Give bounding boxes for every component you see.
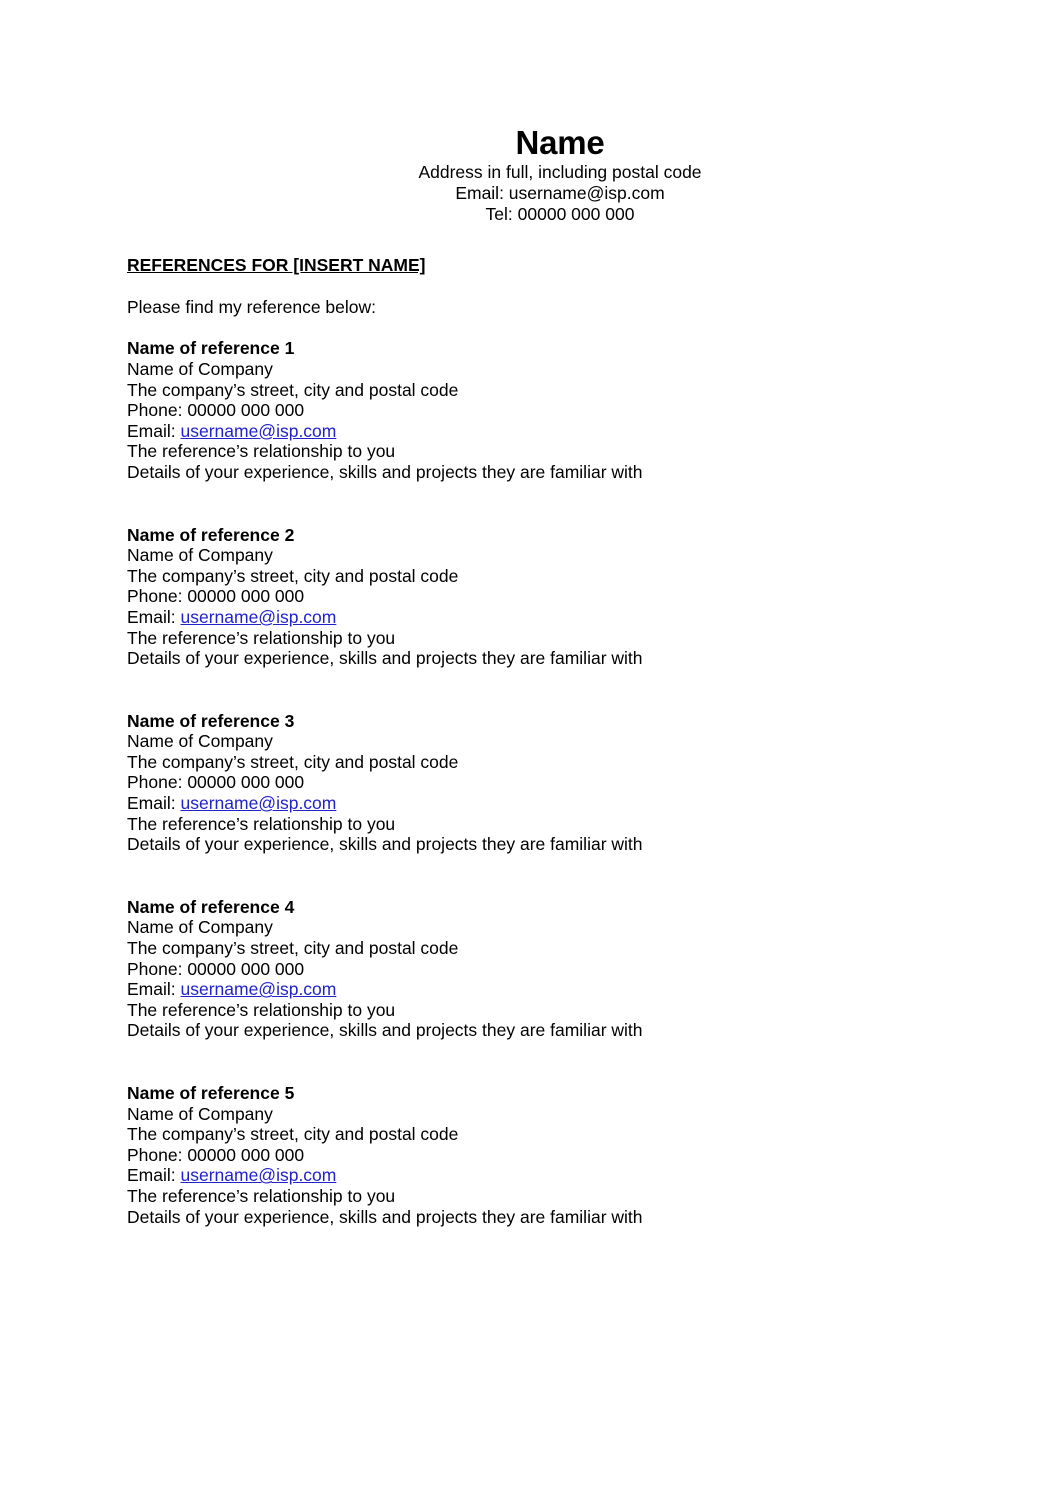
reference-email-link[interactable]: username@isp.com [180,606,337,627]
reference-email-line [127,1165,993,1186]
reference-name: Name of reference 2 [127,524,295,545]
reference-email-label: Email: [127,1165,181,1186]
document-content [127,0,993,1227]
reference-phone: Phone: 00000 000 000 [127,1144,305,1165]
reference-email-link[interactable]: username@isp.com [180,793,337,814]
reference-block [127,525,993,669]
references-heading [127,255,993,276]
reference-address: The company’s street, city and postal code [127,379,459,400]
reference-email-label: Email: [127,606,181,627]
intro-text: Please find my reference below: [127,297,377,318]
reference-email-link[interactable]: username@isp.com [180,1165,337,1186]
reference-address: The company’s street, city and postal code [127,1124,459,1145]
reference-company: Name of Company [127,545,273,566]
reference-email-line [127,607,993,628]
reference-phone: Phone: 00000 000 000 [127,772,305,793]
reference-block [127,1083,993,1227]
reference-company: Name of Company [127,358,273,379]
reference-email-link[interactable]: username@isp.com [180,979,337,1000]
reference-relationship: The reference’s relationship to you [127,627,396,648]
reference-phone: Phone: 00000 000 000 [127,958,305,979]
reference-phone: Phone: 00000 000 000 [127,586,305,607]
reference-name: Name of reference 3 [127,710,295,731]
reference-address: The company’s street, city and postal code [127,565,459,586]
letterhead-name: Name [515,124,605,161]
reference-phone: Phone: 00000 000 000 [127,400,305,421]
reference-relationship: The reference’s relationship to you [127,999,396,1020]
letterhead-phone: Tel: 00000 000 000 [485,203,635,224]
reference-details: Details of your experience, skills and projects they are familiar with [127,1206,643,1227]
reference-address: The company’s street, city and postal code [127,751,459,772]
reference-company: Name of Company [127,731,273,752]
reference-company: Name of Company [127,1103,273,1124]
letterhead-email: Email: username@isp.com [455,182,665,203]
reference-name: Name of reference 1 [127,338,295,359]
reference-email-label: Email: [127,793,181,814]
reference-block [127,338,993,482]
reference-company: Name of Company [127,917,273,938]
reference-relationship: The reference’s relationship to you [127,1185,396,1206]
reference-email-label: Email: [127,420,181,441]
reference-details: Details of your experience, skills and projects they are familiar with [127,1020,643,1041]
reference-name: Name of reference 4 [127,896,295,917]
reference-name: Name of reference 5 [127,1083,295,1104]
reference-address: The company’s street, city and postal code [127,938,459,959]
reference-email-label: Email: [127,979,181,1000]
reference-relationship: The reference’s relationship to you [127,813,396,834]
reference-details: Details of your experience, skills and projects they are familiar with [127,648,643,669]
reference-block [127,711,993,855]
reference-relationship: The reference’s relationship to you [127,441,396,462]
letterhead [127,0,993,224]
reference-email-line [127,421,993,442]
letterhead-address: Address in full, including postal code [418,162,702,182]
reference-email-line [127,979,993,1000]
reference-details: Details of your experience, skills and projects they are familiar with [127,834,643,855]
reference-email-link[interactable]: username@isp.com [180,420,337,441]
references-heading-text: REFERENCES FOR [INSERT NAME] [127,255,426,276]
reference-email-line [127,793,993,814]
reference-block [127,897,993,1041]
reference-details: Details of your experience, skills and projects they are familiar with [127,461,643,482]
references-list [127,338,993,1227]
